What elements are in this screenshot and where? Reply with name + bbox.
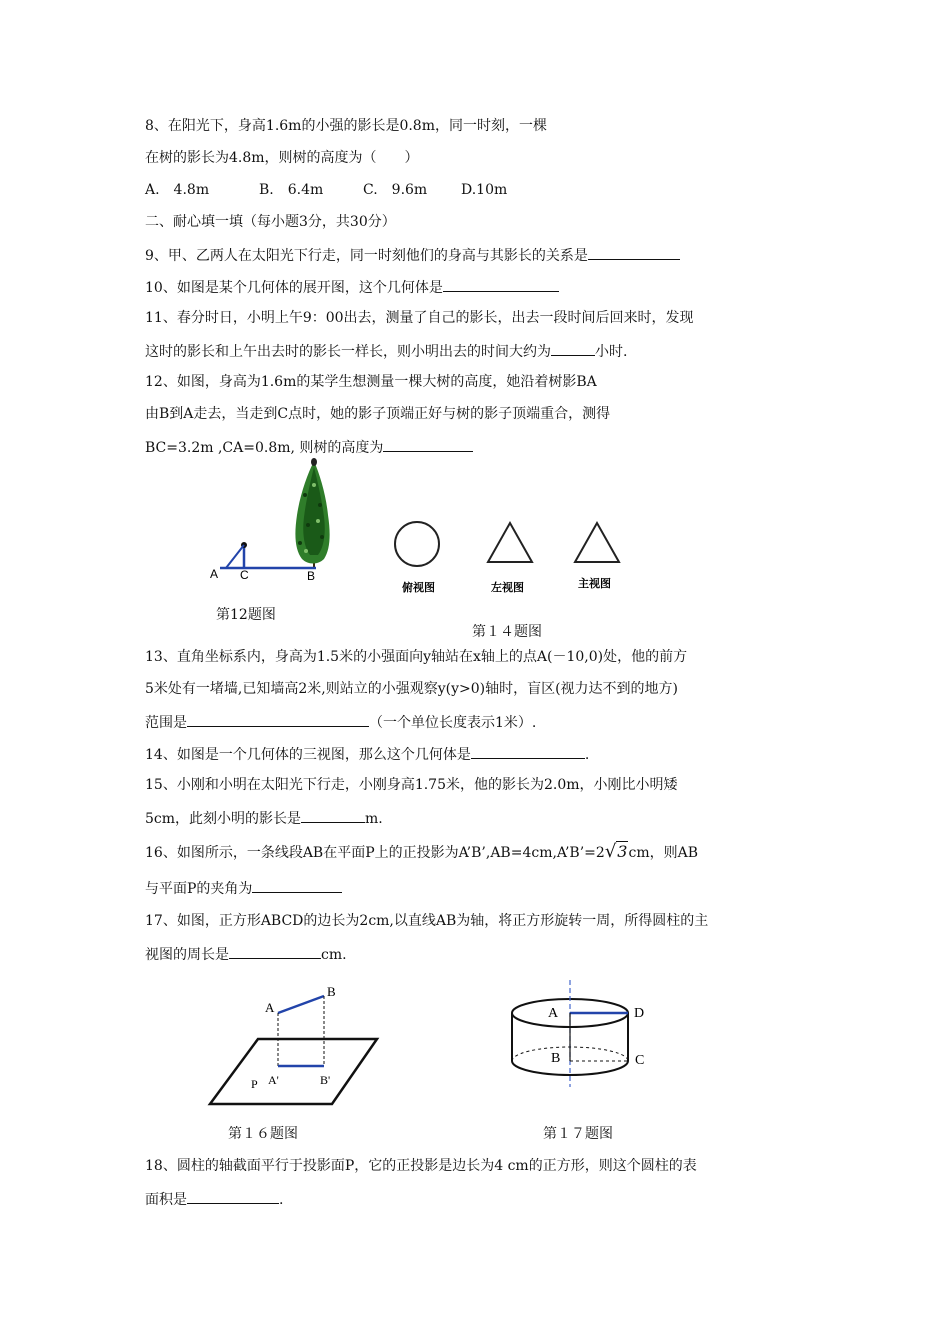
q18-line1: 18、圆柱的轴截面平行于投影面P，它的正投影是边长为4 cm的正方形，则这个圆柱的表 (145, 1158, 697, 1174)
q10-answer-blank (443, 277, 559, 292)
q8-options (145, 181, 507, 199)
left-view-triangle (488, 523, 532, 562)
q8-line2: 在树的影长为4.8m，则树的高度为（ ） (145, 150, 419, 166)
q16-answer-blank (252, 878, 342, 893)
q18-line2 (145, 1189, 283, 1209)
q14-text: 14、如图是一个几何体的三视图，那么这个几何体是 (145, 747, 471, 763)
q14-answer-blank (471, 744, 585, 759)
q17-answer-blank (229, 944, 321, 959)
plane-p (210, 1039, 377, 1104)
q16-line1-end: cm，则AB (628, 845, 698, 861)
q12-line3-text: BC=3.2m ,CA=0.8m, 则树的高度为 (145, 440, 384, 456)
label-b-prime: B' (320, 1073, 331, 1087)
label-c: C (635, 1053, 645, 1068)
q12-line1: 12、如图，身高为1.6m的某学生想测量一棵大树的高度，她沿着树影BA (145, 374, 597, 390)
q8-line1: 8、在阳光下，身高1.6m的小强的影长是0.8m，同一时刻，一棵 (145, 118, 547, 134)
q15-line1: 15、小刚和小明在太阳光下行走，小刚身高1.75米，他的影长为2.0m，小刚比小明矮 (145, 777, 678, 793)
figure-12-caption: 第12题图 (216, 607, 276, 623)
q15-line2 (145, 808, 383, 828)
q16-line2 (145, 878, 342, 898)
figure-16 (200, 980, 390, 1110)
q8-option-a: A. 4.8m (145, 182, 210, 198)
view-label-front: 主视图 (578, 578, 611, 590)
q9-answer-blank (588, 245, 680, 260)
label-p: P (251, 1077, 258, 1091)
q12-line2: 由B到A走去，当走到C点时，她的影子顶端正好与树的影子顶端重合，测得 (145, 406, 611, 422)
figure-14-caption: 第１４题图 (472, 624, 542, 640)
figure-17 (500, 975, 670, 1090)
figure-17-caption: 第１７题图 (543, 1126, 613, 1142)
q11-answer-blank (551, 341, 595, 356)
q12-line3 (145, 437, 473, 457)
label-a: A (548, 1006, 559, 1021)
q10-text: 10、如图是某个几何体的展开图，这个几何体是 (145, 280, 443, 296)
front-view-triangle (575, 523, 619, 562)
q8-option-b: B. 6.4m (259, 182, 324, 198)
figure-14 (390, 510, 640, 600)
q8-option-c: C. 9.6m (363, 182, 428, 198)
q11-line1: 11、春分时日，小明上午9：00出去，测量了自己的影长，出去一段时间后回来时，发现 (145, 310, 694, 326)
q17-line2-text: 视图的周长是 (145, 947, 229, 963)
q17-line1: 17、如图，正方形ABCD的边长为2cm,以直线AB为轴，将正方形旋转一周，所得圆柱的主 (145, 913, 709, 929)
q15-line2-end: m. (365, 811, 383, 827)
figure-16-caption: 第１６题图 (228, 1126, 298, 1142)
q11-line2 (145, 341, 627, 361)
q18-line2-end: . (279, 1192, 284, 1208)
q10 (145, 277, 559, 297)
label-a-prime: A' (268, 1073, 279, 1087)
q17-line2-end: cm. (321, 947, 347, 963)
q13-line3-text: 范围是 (145, 715, 187, 731)
view-label-left: 左视图 (491, 582, 524, 594)
q13-answer-blank (187, 712, 369, 727)
sqrt-symbol: √ (604, 841, 617, 862)
q14-end: . (584, 747, 590, 763)
section-heading: 二、耐心填一填（每小题3分，共30分） (145, 214, 396, 230)
q13-line3-end: （一个单位长度表示1米）. (369, 715, 537, 731)
view-label-top: 俯视图 (402, 582, 435, 594)
q16-line2-text: 与平面P的夹角为 (145, 881, 253, 897)
tree-icon (295, 458, 329, 567)
q13-line1: 13、直角坐标系内，身高为1.5米的小强面向y轴站在x轴上的点A(－10,0)处，他的前方 (145, 649, 688, 665)
top-view-circle (395, 522, 439, 566)
q12-answer-blank (383, 437, 473, 452)
q14 (145, 744, 589, 764)
q11-line2-end: 小时. (595, 344, 628, 360)
label-b: B (327, 984, 336, 999)
figure-12 (200, 455, 340, 590)
label-a: A (210, 567, 219, 581)
q9 (145, 245, 680, 265)
sqrt-radicand: 3 (617, 842, 628, 861)
label-b: B (307, 569, 316, 583)
label-a: A (265, 1000, 275, 1015)
label-d: D (634, 1006, 645, 1021)
q18-answer-blank (187, 1189, 279, 1204)
q18-line2-text: 面积是 (145, 1192, 187, 1208)
label-c: C (240, 568, 249, 582)
q9-text: 9、甲、乙两人在太阳光下行走，同一时刻他们的身高与其影长的关系是 (145, 248, 588, 264)
q16-line1 (145, 843, 698, 862)
q15-line2-text: 5cm，此刻小明的影长是 (145, 811, 302, 827)
label-b: B (551, 1051, 561, 1066)
q17-line2 (145, 944, 347, 964)
q11-line2-text: 这时的影长和上午出去时的影长一样长，则小明出去的时间大约为 (145, 344, 551, 360)
q8-option-d: D.10m (461, 182, 508, 198)
q13-line2: 5米处有一堵墙,已知墙高2米,则站立的小强观察y(y>0)轴时，盲区(视力达不到的地方) (145, 681, 679, 697)
q15-answer-blank (301, 808, 365, 823)
q13-line3 (145, 712, 536, 732)
q16-line1-text: 16、如图所示，一条线段AB在平面P上的正投影为A’B’,AB=4cm,A’B’=2 (145, 845, 605, 861)
